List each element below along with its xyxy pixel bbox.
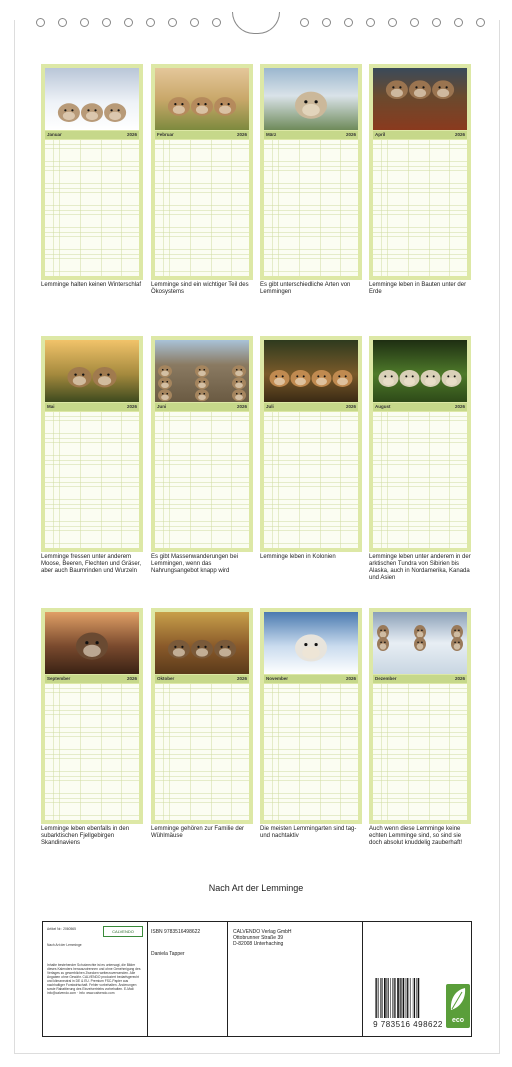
publisher-cell bbox=[227, 922, 363, 1036]
isbn-cell bbox=[147, 922, 228, 1036]
binding-ring bbox=[300, 18, 309, 27]
calvendo-logo-small: CALVENDO bbox=[103, 926, 143, 937]
calendar-title: Nach Art der Lemminge bbox=[208, 883, 304, 893]
planner-grid bbox=[264, 412, 358, 548]
month-header bbox=[373, 403, 467, 411]
eco-badge bbox=[446, 984, 470, 1028]
planner-grid bbox=[155, 412, 249, 548]
month-year: 2026 bbox=[236, 404, 247, 409]
month-year: 2026 bbox=[126, 404, 137, 409]
month-header bbox=[45, 131, 139, 139]
month-caption: Lemminge leben ebenfalls in den subarktischen Fjellgebirgen Skandinaviens bbox=[41, 826, 130, 846]
month-card-10 bbox=[151, 608, 253, 824]
month-header bbox=[45, 403, 139, 411]
binding-ring bbox=[388, 18, 397, 27]
month-photo bbox=[155, 68, 249, 130]
month-name: August bbox=[375, 404, 391, 409]
month-name: Oktober bbox=[157, 676, 175, 681]
month-caption: Lemminge gehören zur Familie der Wühlmäuse bbox=[151, 826, 245, 839]
binding-rings bbox=[0, 12, 512, 34]
month-card-11 bbox=[260, 608, 362, 824]
month-caption: Es gibt Massenwanderungen bei Lemmingen, wenn das Nahrungsangebot knapp wird bbox=[151, 554, 239, 574]
month-header bbox=[264, 131, 358, 139]
month-header bbox=[373, 131, 467, 139]
binding-ring bbox=[212, 18, 221, 27]
publisher-name: CALVENDO Verlag GmbH bbox=[233, 929, 292, 935]
month-card-12 bbox=[369, 608, 471, 824]
month-card-6 bbox=[151, 336, 253, 552]
planner-grid bbox=[45, 412, 139, 548]
month-year: 2026 bbox=[454, 404, 465, 409]
binding-ring bbox=[190, 18, 199, 27]
month-photo bbox=[264, 68, 358, 130]
binding-ring bbox=[454, 18, 463, 27]
month-name: März bbox=[266, 132, 277, 137]
hanger-hook bbox=[232, 12, 280, 34]
month-header bbox=[155, 675, 249, 683]
month-caption: Lemminge halten keinen Winterschlaf bbox=[41, 282, 142, 288]
month-year: 2026 bbox=[454, 132, 465, 137]
lemming-illustration bbox=[45, 340, 139, 402]
publisher-address bbox=[233, 929, 292, 947]
binding-ring bbox=[432, 18, 441, 27]
month-card-4 bbox=[369, 64, 471, 280]
barcode-number: 9 783516 498622 bbox=[373, 1020, 443, 1029]
month-photo bbox=[155, 612, 249, 674]
month-header bbox=[155, 403, 249, 411]
isbn-text: ISBN 9783516498622 bbox=[151, 929, 201, 935]
lemming-illustration bbox=[155, 612, 249, 674]
lemming-illustration bbox=[264, 612, 358, 674]
binding-ring bbox=[476, 18, 485, 27]
eco-label: eco bbox=[451, 1017, 465, 1024]
month-photo bbox=[45, 340, 139, 402]
month-caption: Lemminge leben in Bauten unter der Erde bbox=[369, 282, 467, 295]
month-header bbox=[373, 675, 467, 683]
month-year: 2026 bbox=[345, 132, 356, 137]
planner-grid bbox=[45, 140, 139, 276]
binding-ring bbox=[146, 18, 155, 27]
imprint-box bbox=[42, 921, 472, 1037]
planner-grid bbox=[45, 684, 139, 820]
month-card-3 bbox=[260, 64, 362, 280]
binding-ring bbox=[80, 18, 89, 27]
month-year: 2026 bbox=[126, 676, 137, 681]
lemming-illustration bbox=[373, 612, 467, 674]
month-caption: Lemminge fressen unter anderem Moose, Beeren, Flechten und Gräser, aber auch Baumrinden und Wurzeln bbox=[41, 554, 142, 574]
month-caption: Lemminge leben in Kolonien bbox=[260, 554, 336, 560]
month-year: 2026 bbox=[236, 676, 247, 681]
publisher-city: D-82008 Unterhaching bbox=[233, 941, 284, 947]
month-photo bbox=[373, 612, 467, 674]
lemming-illustration bbox=[264, 68, 358, 130]
article-name: Nach Art der Lemminge bbox=[47, 943, 82, 947]
month-caption: Lemminge leben unter anderem in der arktischen Tundra von Sibirien bis Alaska, auch in Nordamerika, Kanada und Asien bbox=[369, 554, 471, 581]
month-photo bbox=[45, 612, 139, 674]
month-photo bbox=[373, 68, 467, 130]
legal-notice: Inhalte bestehender Schutzrechte ist es untersagt, die Bilder dieses Kalenders herauszutrennen und ohne Genehmigung des Verlages zu gewerblichen Zwecken weiterzuverwenden. Alle Angaben ohne Gewähr. CALVENDO produziert bedarfsgerecht und klimaneutral in DE & EU. Premium FSC-Papier aus nachhaltiger Forstwirtschaft. Fehler vorbehalten. Änderungen sowie Rabattierung des Einzelvertriebs vorbehalten. E-Mail: info@calvendo.com · Info: www.calvendo.com bbox=[47, 963, 141, 995]
month-header bbox=[264, 403, 358, 411]
leaf-icon bbox=[446, 984, 470, 1014]
month-header bbox=[45, 675, 139, 683]
planner-grid bbox=[264, 684, 358, 820]
binding-ring bbox=[58, 18, 67, 27]
planner-grid bbox=[155, 684, 249, 820]
barcode-cell bbox=[362, 922, 471, 1036]
month-year: 2026 bbox=[236, 132, 247, 137]
planner-grid bbox=[373, 412, 467, 548]
planner-grid bbox=[155, 140, 249, 276]
binding-ring bbox=[322, 18, 331, 27]
planner-grid bbox=[373, 140, 467, 276]
binding-ring bbox=[366, 18, 375, 27]
month-year: 2026 bbox=[126, 132, 137, 137]
month-card-2 bbox=[151, 64, 253, 280]
month-photo bbox=[264, 340, 358, 402]
month-name: Dezember bbox=[375, 676, 397, 681]
planner-grid bbox=[373, 684, 467, 820]
binding-ring bbox=[124, 18, 133, 27]
author-name: Daniela Tapper bbox=[151, 951, 185, 957]
month-header bbox=[264, 675, 358, 683]
lemming-illustration bbox=[373, 68, 467, 130]
binding-ring bbox=[344, 18, 353, 27]
article-info-cell bbox=[43, 922, 148, 1036]
month-name: April bbox=[375, 132, 386, 137]
month-caption: Lemminge sind ein wichtiger Teil des Ökosystems bbox=[151, 282, 249, 295]
barcode bbox=[374, 978, 434, 1018]
month-photo bbox=[373, 340, 467, 402]
month-name: Februar bbox=[157, 132, 174, 137]
binding-ring bbox=[36, 18, 45, 27]
month-card-1 bbox=[41, 64, 143, 280]
month-photo bbox=[45, 68, 139, 130]
month-card-5 bbox=[41, 336, 143, 552]
month-name: Juni bbox=[157, 404, 167, 409]
month-caption: Es gibt unterschiedliche Arten von Lemmingen bbox=[260, 282, 351, 295]
month-card-9 bbox=[41, 608, 143, 824]
month-photo bbox=[264, 612, 358, 674]
publisher-street: Ottobrunner Straße 39 bbox=[233, 935, 284, 941]
lemming-illustration bbox=[155, 68, 249, 130]
lemming-illustration bbox=[264, 340, 358, 402]
month-name: September bbox=[47, 676, 71, 681]
binding-ring bbox=[168, 18, 177, 27]
month-name: Juli bbox=[266, 404, 274, 409]
month-card-8 bbox=[369, 336, 471, 552]
lemming-illustration bbox=[155, 340, 249, 402]
month-caption: Die meisten Lemmingarten sind tag- und nachtaktiv bbox=[260, 826, 357, 839]
binding-ring bbox=[102, 18, 111, 27]
month-photo bbox=[155, 340, 249, 402]
month-header bbox=[155, 131, 249, 139]
month-year: 2026 bbox=[345, 676, 356, 681]
month-name: Mai bbox=[47, 404, 55, 409]
article-number: Artikel Nr.: 2060565 bbox=[47, 927, 76, 931]
month-name: November bbox=[266, 676, 289, 681]
planner-grid bbox=[264, 140, 358, 276]
lemming-illustration bbox=[45, 68, 139, 130]
month-year: 2026 bbox=[345, 404, 356, 409]
month-card-7 bbox=[260, 336, 362, 552]
lemming-illustration bbox=[45, 612, 139, 674]
month-caption: Auch wenn diese Lemminge keine echten Lemminge sind, so sind sie doch absolut knuddelig zauberhaft! bbox=[369, 826, 463, 846]
month-name: Januar bbox=[47, 132, 62, 137]
month-year: 2026 bbox=[454, 676, 465, 681]
binding-ring bbox=[410, 18, 419, 27]
lemming-illustration bbox=[373, 340, 467, 402]
